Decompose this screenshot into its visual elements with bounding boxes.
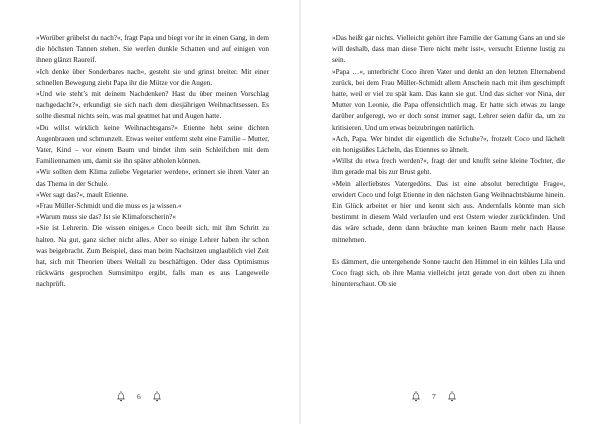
- section-break: [332, 246, 565, 257]
- bell-ornament-icon: [410, 390, 422, 402]
- page-number: 6: [137, 391, 141, 401]
- paragraph: »Warum muss sie das? Ist sie Klimaforscherin?«: [36, 213, 176, 222]
- paragraph: »Willst du etwa frech werden?«, fragt der und knufft seine kleine Tochter, die ihm gerade mal bis zur Brust geht.: [332, 157, 565, 177]
- paragraph: »Sie ist Lehrerin. Die wissen einiges.« Coco beeilt sich, mit ihm Schritt zu halten. Na gut, ganz sicher nicht alles. Aber so einige Lehrer haben ihr schon was beigebracht. Zum Beispiel, dass man beim Nachsitzen unglaublich viel Zeit hat, sich mit Theorien übers Weltall zu beschäftigen. Oder dass Optimismus rückwärts gesprochen Sumsimitpo ergibt, falls man es aus Langeweile nachprüft.: [36, 224, 269, 289]
- paragraph: Es dämmert, die untergehende Sonne taucht den Himmel in ein kühles Lila und Coco fragt sich, ob ihre Mama vielleicht jetzt gerade von dort oben zu ihnen hinunterschaut. Ob sie: [332, 258, 565, 289]
- paragraph: »Und wie steht’s mit deinem Nachdenken? Hast du über meinen Vorschlag nachgedacht?«, erkundigt sie sich nach dem diesjährigen Weihnachtsessen. Es sollte diesmal nichts sein, was mal geatmet hat und Augen hatte.: [36, 90, 269, 121]
- paragraph: »Mein allerliebstes Vatergedöns. Das ist eine absolut berechtigte Frage«, erwidert Coco und folgt Etienne in den nächsten Gang Weihnachtsbäume hinein. Ein Glück arbeitet er hier und kennt sich aus. Andernfalls könnte man sich bestimmt in diesem Wald verlaufen und erst Ostern wieder zurückfinden. Und das wäre schade, denn dann bräuchte man keinen Baum mehr nach Hause mitnehmen.: [332, 179, 565, 244]
- paragraph: »Das heißt gar nichts. Vielleicht gehört ihre Familie der Gattung Gans an und sie will deshalb, dass man diese Tiere nicht mehr isst«, versucht Etienne lustig zu sein.: [332, 34, 565, 65]
- right-page-text: [332, 33, 565, 291]
- page-number: 7: [432, 391, 436, 401]
- paragraph: »Wir sollten dem Klima zuliebe Vegetarier werden«, erinnert sie ihren Vater an das Thema in der Schule.: [36, 168, 269, 188]
- bell-ornament-icon: [446, 390, 458, 402]
- paragraph: »Ach, Papa. Wer bindet dir eigentlich die Schuhe?«, frotzelt Coco und lächelt ein honigsüßes Lächeln, das Etiennes so ähnelt.: [332, 134, 565, 155]
- paragraph: »Du willst wirklich keine Weihnachtsgans?« Etienne hebt seine dichten Augenbrauen und schmunzelt. Etwas weiter entfernt steht eine Familie – Mutter, Vater, Kind – vor einem Baum und bindet ihm sein Schleifchen mit dem Familiennamen um, damit sie ihn später abholen können.: [36, 123, 269, 166]
- paragraph: »Frau Müller-Schmidt und die muss es ja wissen.«: [36, 202, 182, 211]
- paragraph: »Wer sagt das?«, mault Etienne.: [36, 190, 129, 199]
- paragraph: »Papa …«, unterbricht Coco ihren Vater und denkt an den letzten Elternabend zurück, bei dem Frau Müller-Schmidt allem Anschein nach mit ihm geschimpft hatte, weil er viel zu spät kam. Das kann sie gut. Und das sicher vor Nina, der Mutter von Leonie, die Papa offensichtlich mag. Er hatte sich etwas zu lange darüber aufgeregt, wo er doch sonst immer sagt, Lehrer seien dafür da, um zu kritisieren. Und um etwas beizubringen natürlich.: [332, 67, 565, 132]
- page-footer: [410, 389, 458, 403]
- paragraph: »Worüber grübelst du nach?«, fragt Papa und biegt vor ihr in einen Gang, in dem die höchsten Tannen stehen. Sie werfen dunkle Schatten und auf einigen von ihnen glänzt Raureif.: [36, 34, 269, 65]
- paragraph: »Ich denke über Sonderbares nach«, gesteht sie und grinst breiter. Mit einer schnellen Bewegung zieht Papa ihr die Mütze vor die Augen.: [36, 67, 269, 87]
